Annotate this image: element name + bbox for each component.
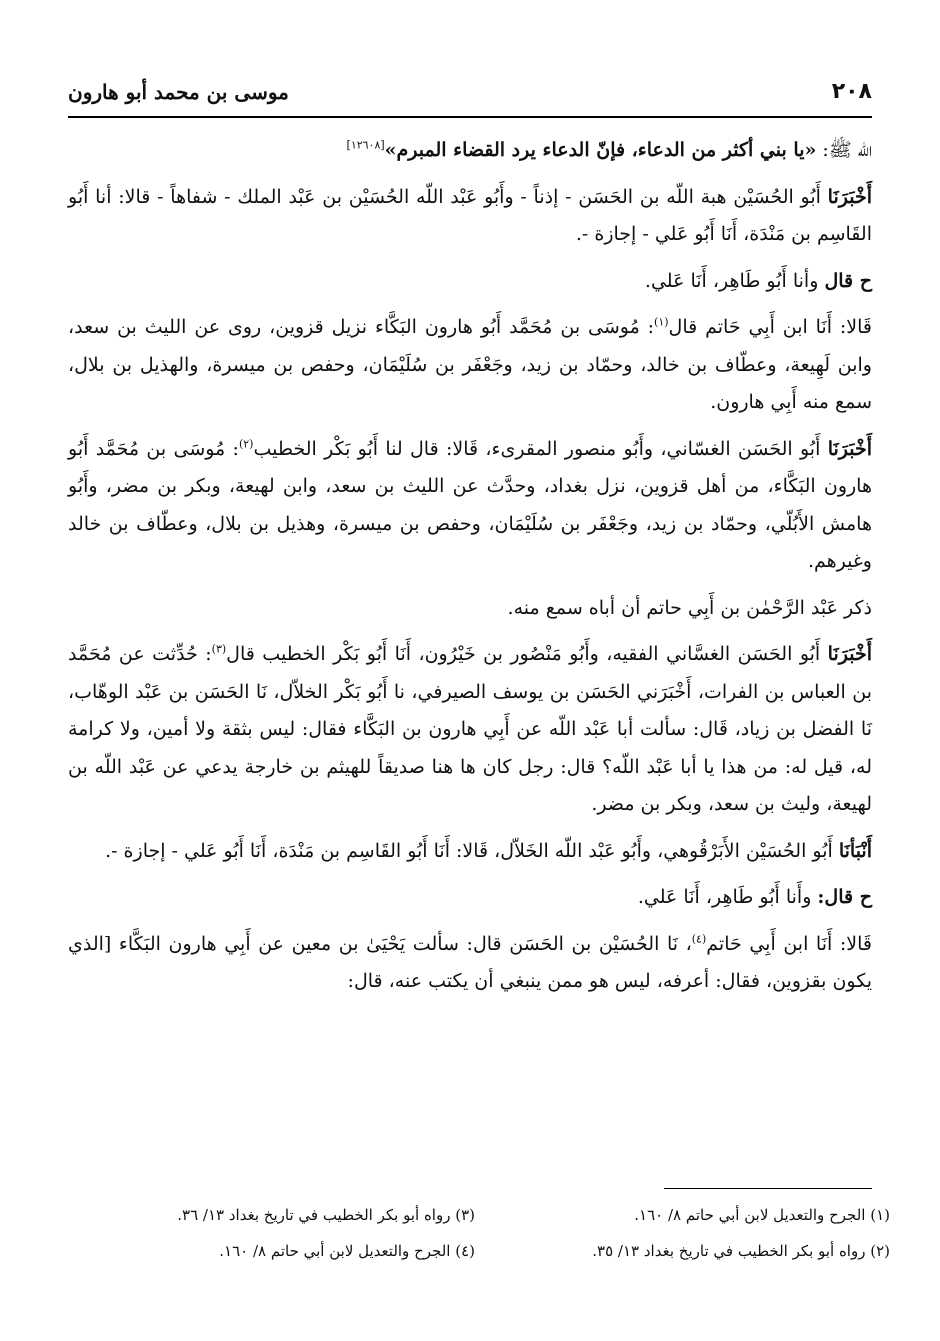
paragraph-8 — [68, 833, 872, 871]
paragraph-10 — [68, 926, 872, 1001]
paragraph-4-text-b: : مُوسَى بن مُحَمَّد أَبُو هارون البَكَّاء نزيل قزوين، روى عن الليث بن سعد، وابن لَهِيعة، وعطّاف بن خالد، وحمّاد بن زيد، وجَعْفَر بن سُلَيْمَان، وحفص بن ميسرة، والهذيل بن بلال، سمع منه أَبِي هارون. — [68, 316, 872, 413]
paragraph-4-text-a: قَالا: أَنَا ابن أَبِي حَاتم قال — [668, 316, 872, 338]
footnote-3: (٣) رواه أبو بكر الخطيب في تاريخ بغداد ١٣/ ٣٦. — [177, 1206, 475, 1224]
page-header — [68, 62, 872, 104]
isnad-lead: أَخْبَرَنَا — [827, 185, 872, 208]
isnad-lead: أَخْبَرَنَا — [827, 437, 873, 460]
paragraph-4 — [68, 309, 872, 422]
paragraph-6 — [68, 590, 872, 628]
paragraph-7 — [68, 636, 872, 824]
footnote-2: (٢) رواه أبو بكر الخطيب في تاريخ بغداد ١٣/ ٣٥. — [592, 1242, 890, 1260]
hadith-text: «يا بني أكثر من الدعاء، فإنّ الدعاء يرد القضاء المبرم» — [384, 139, 817, 161]
header-rule — [68, 116, 872, 118]
paragraph-5-text-a: أَبُو الحَسَن الغسّاني، وأَبُو منصور المقرىء، قَالا: قال لنا أَبُو بَكْر الخطيب — [253, 437, 828, 460]
hadith-number: [١٢٦٠٨] — [346, 138, 385, 152]
footnote-rule — [664, 1188, 872, 1189]
footnote-ref-4: (٤) — [691, 932, 707, 946]
paragraph-7-text-a: أَبُو الحَسَن الغسَّاني الفقيه، وأَبُو مَنْصُور بن خَيْرُون، أَنَا أَبُو بَكْر الخطيب قال — [226, 643, 828, 665]
paragraph-3-text: وأنا أَبُو طَاهِر، أَنَا عَلي. — [644, 269, 825, 292]
main-text — [68, 132, 872, 1001]
tahwil-marker: ح قال — [824, 269, 872, 292]
paragraph-5-text-b: : مُوسَى بن مُحَمَّد أَبُو هارون البَكَّاء، من أهل قزوين، نزل بغداد، وحدَّث عن الليث بن سعد، وابن لهيعة، وبكر بن مضر، وأَبُو هامش الأَبُلّي، وحمّاد بن زيد، وجَعْفَر بن سُلَيْمَان، وحفص بن ميسرة، وهذيل بن بلال، وعطّاف بن خالد وغيرهم. — [68, 437, 872, 572]
paragraph-7-text-b: : حُدِّثت عن مُحَمَّد بن العباس بن الفرات، أَخْبَرَني الحَسَن بن يوسف الصيرفي، نا أَبُو بَكْر الخلاّل، نَا الحَسَن بن عَبْد الوهّاب، نَا الفضل بن زياد، قَال: سألت أبا عَبْد اللّه عن أَبِي هارون بن البَكَّاء فقال: ليس بثقة ولا أمين، ولا كرامة له، قيل له: من هذا يا أبا عَبْد اللّه؟ قال: رجل كان ها هنا صديقاً للهيثم بن خارجة يدعي عن عَبْد اللّه بن لهيعة، وليث بن سعد، وبكر بن مضر. — [68, 643, 872, 815]
paragraph-10-text-b: ، نَا الحُسَيْن بن الحَسَن قال: سألت يَحْيَىٰ بن معين عن أَبِي هارون البَكَّاء [الذي يكون بقزوين، فقال: أعرفه، ليس هو ممن ينبغي أن يكتب عنه، قال: — [68, 932, 872, 992]
paragraph-1 — [68, 132, 872, 170]
paragraph-10-text-a: قَالا: أَنَا ابن أَبِي حَاتم — [706, 932, 872, 955]
paragraph-8-text: أَبُو الحُسَيْن الأَبَرْقُوهي، وأَبُو عَبْد اللّه الخَلاّل، قَالا: أَنَا أَبُو القَاسِم بن مَنْدَة، أَنَا أَبُو عَلي - إجازة -. — [105, 839, 839, 862]
isnad-lead: أَنْبَأنَا — [838, 839, 872, 862]
paragraph-2 — [68, 179, 872, 254]
isnad-lead: أَخْبَرَنَا — [827, 643, 872, 665]
paragraph-2-text: أَبُو الحُسَيْن هبة اللّه بن الحَسَن - إذناً - وأَبُو عَبْد اللّه الحُسَيْن بن عَبْد الملك - شفاهاً - قالا: أنا أَبُو القَاسِم بن مَنْدَة، أَنَا أَبُو عَلي - إجازة -. — [68, 185, 872, 245]
running-title: موسى بن محمد أبو هارون — [68, 80, 289, 104]
footnote-1: (١) الجرح والتعديل لابن أبي حاتم ٨/ ١٦٠. — [634, 1206, 890, 1224]
footnotes — [100, 1202, 890, 1264]
paragraph-9 — [68, 879, 872, 917]
tahwil-marker: ح قال: — [817, 886, 872, 908]
paragraph-3 — [68, 263, 872, 301]
paragraph-9-text: وأَنا أَبُو طَاهِر، أَنَا عَلي. — [637, 886, 818, 908]
paragraph-5 — [68, 431, 872, 581]
footnote-ref-3: (٣) — [211, 642, 227, 656]
paragraph-1-intro: الله ﷺ: — [816, 139, 872, 161]
paragraph-6-text: ذكر عَبْد الرَّحْمٰن بن أَبِي حاتم أن أباه سمع منه. — [507, 596, 872, 619]
footnote-ref-2: (٢) — [238, 437, 254, 451]
page-number: ٢٠٨ — [831, 79, 872, 104]
footnote-ref-1: (١) — [654, 315, 669, 329]
footnote-4: (٤) الجرح والتعديل لابن أبي حاتم ٨/ ١٦٠. — [219, 1242, 475, 1260]
